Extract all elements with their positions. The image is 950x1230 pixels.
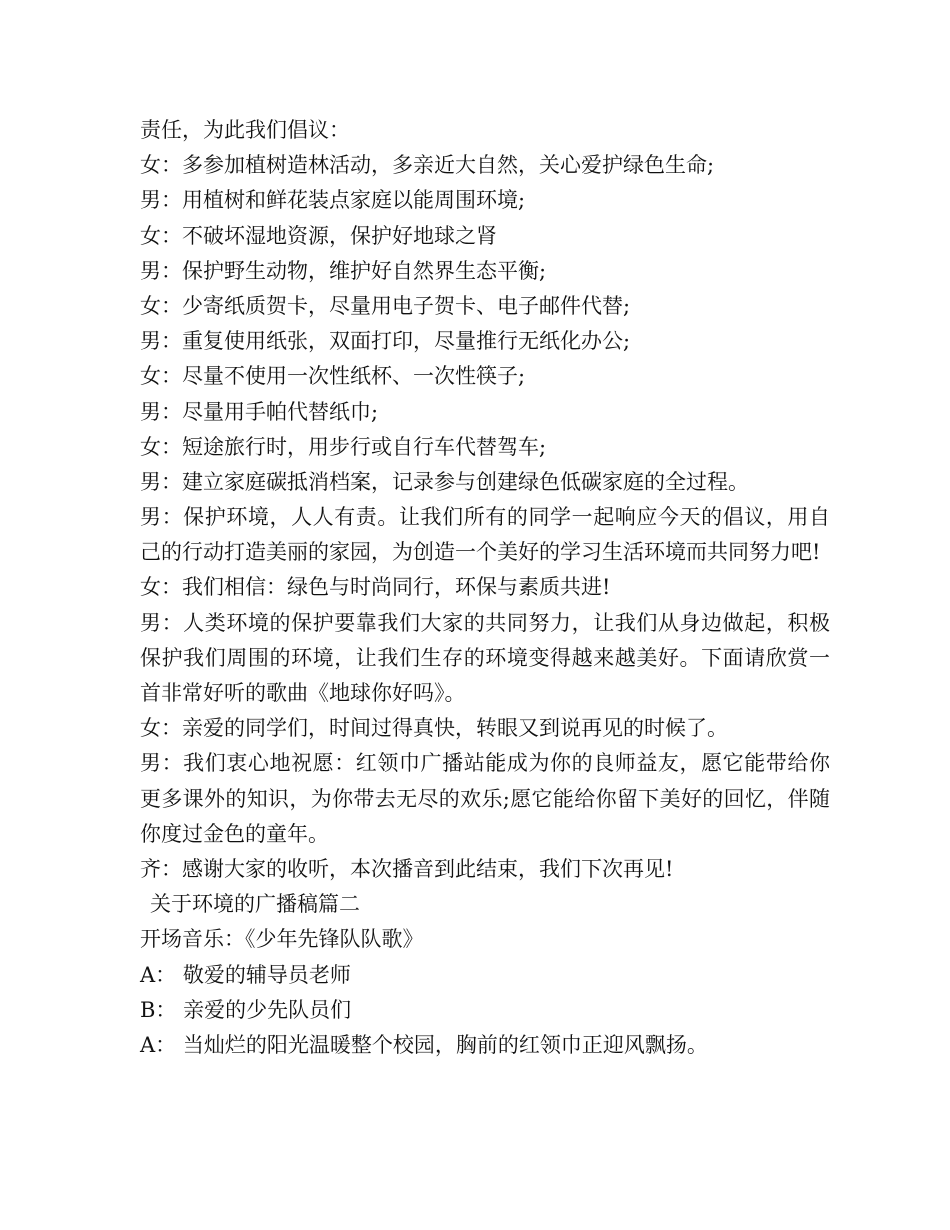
text-paragraph: 男：保护环境，人人有责。让我们所有的同学一起响应今天的倡议，用自己的行动打造美丽的家园，为创造一个美好的学习生活环境而共同努力吧!: [140, 505, 830, 565]
text-line: 开场音乐：《少年先锋队队歌》: [140, 927, 424, 952]
document-body: [140, 113, 830, 1063]
text-line: 男：建立家庭碳抵消档案，记录参与创建绿色低碳家庭的全过程。: [140, 469, 749, 494]
text-line: 男：尽量用手帕代替纸巾;: [140, 399, 379, 424]
text-line: 女：亲爱的同学们，时间过得真快，转眼又到说再见的时候了。: [140, 716, 728, 741]
text-paragraph: 男：人类环境的保护要靠我们大家的共同努力，让我们从身边做起，积极保护我们周围的环境，让我们生存的环境变得越来越美好。下面请欣赏一首非常好听的歌曲《地球你好吗》。: [140, 610, 830, 706]
text-paragraph: 男：我们衷心地祝愿：红领巾广播站能成为你的良师益友，愿它能带给你更多课外的知识，为你带去无尽的欢乐;愿它能给你留下美好的回忆，伴随你度过金色的童年。: [140, 751, 830, 846]
text-line: 责任，为此我们倡议：: [140, 118, 350, 142]
text-line: 男：用植树和鲜花装点家庭以能周围环境;: [140, 188, 526, 213]
text-line: 女：我们相信：绿色与时尚同行，环保与素质共进!: [140, 575, 611, 600]
text-line: A： 敬爱的辅导员老师: [140, 962, 351, 987]
text-line: B： 亲爱的少先队员们: [140, 997, 352, 1022]
text-line: 男：重复使用纸张，双面打印，尽量推行无纸化办公;: [140, 329, 631, 354]
text-line: 女：不破坏湿地资源，保护好地球之肾: [140, 223, 497, 248]
text-line: 女：多参加植树造林活动，多亲近大自然，关心爱护绿色生命;: [140, 153, 715, 178]
text-line: 女：少寄纸质贺卡，尽量用电子贺卡、电子邮件代替;: [140, 293, 631, 318]
text-line: 男：保护野生动物，维护好自然界生态平衡;: [140, 258, 547, 283]
section-heading: 关于环境的广播稿篇二: [150, 892, 360, 917]
text-line: 女：短途旅行时，用步行或自行车代替驾车;: [140, 434, 547, 459]
text-line: 女：尽量不使用一次性纸杯、一次性筷子;: [140, 364, 526, 389]
text-line: 齐：感谢大家的收听，本次播音到此结束，我们下次再见!: [140, 857, 674, 882]
text-line: A： 当灿烂的阳光温暖整个校园，胸前的红领巾正迎风飘扬。: [140, 1033, 708, 1057]
